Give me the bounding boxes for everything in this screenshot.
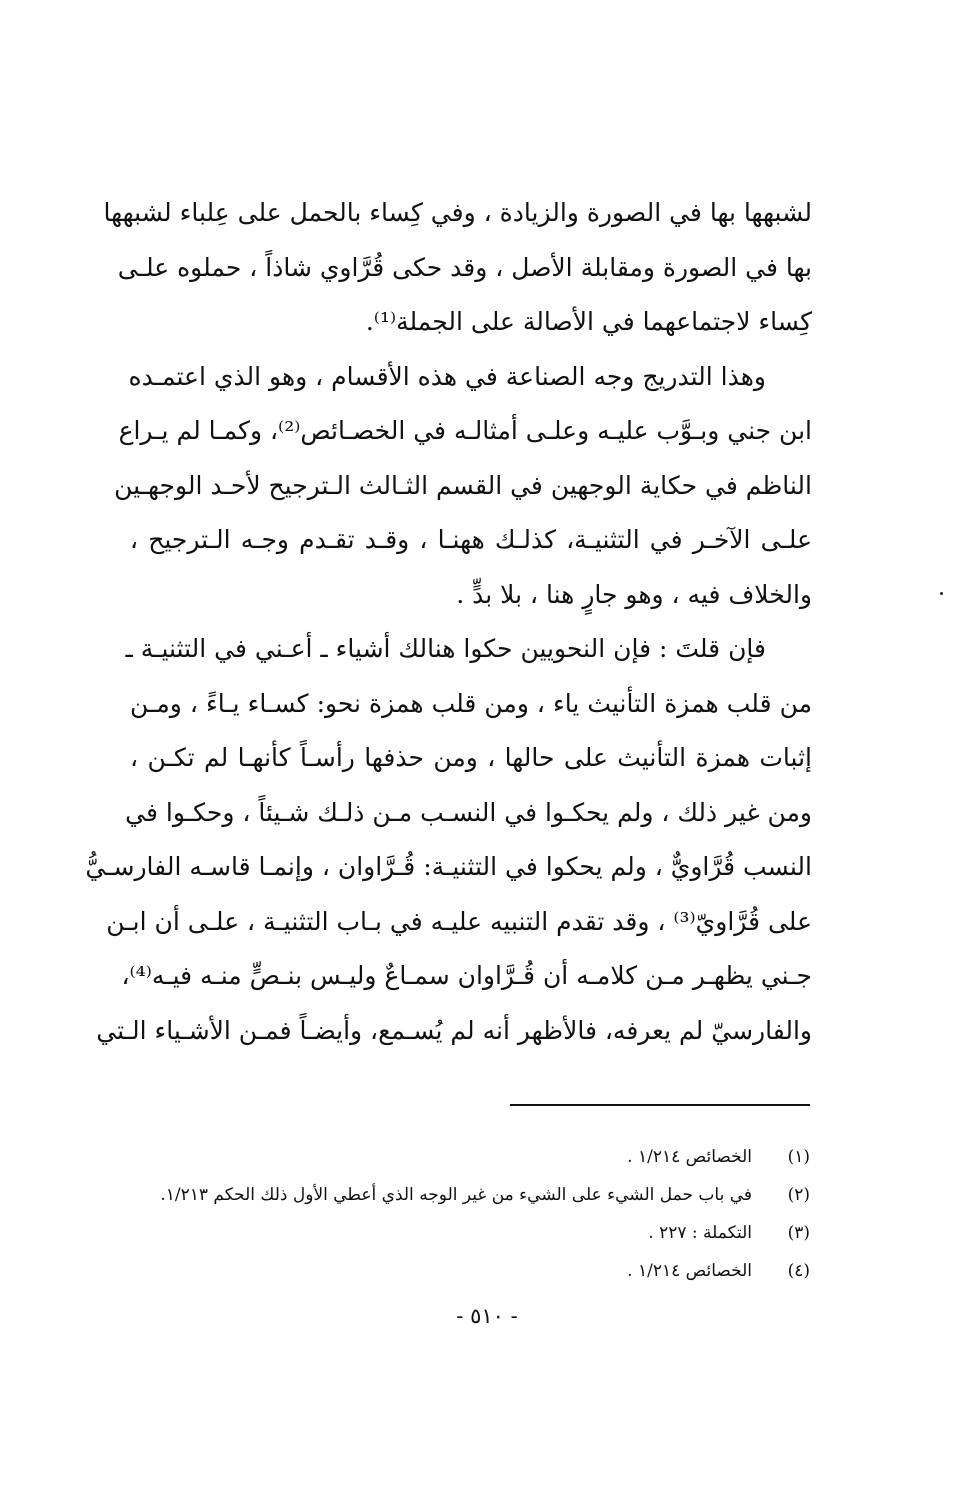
body-line: والخلاف فيه ، وهو جارٍ هنا ، بلا بدٍّ . (456, 579, 812, 609)
footnote-text: الخصائص ١/٢١٤ . (627, 1147, 752, 1167)
footnote-text: في باب حمل الشيء على الشيء من غير الوجه الذي أعطي الأول ذلك الحكم ١/٢١٣. (160, 1185, 752, 1205)
body-line: فإن قلتَ : فإن النحويين حكوا هنالك أشياء ـ أعـني في التثنيـة ـ (125, 634, 766, 663)
body-line: النسب قُرَّاويٌّ ، ولم يحكوا في التثنيـة: قُـرَّاوان ، وإنمـا قاسـه الفارسـيُّ (85, 852, 812, 881)
footnote-separator (510, 1104, 810, 1106)
body-line: بها في الصورة ومقابلة الأصل ، وقد حكى قُرَّاوي شاذاً ، حملوه علـى (117, 252, 812, 282)
body-line: علـى الآخـر في التثنيـة، كذلـك ههنـا ، وقـد تقـدم وجـه الـترجيح ، (130, 525, 812, 554)
body-line: ومن غير ذلك ، ولم يحكـوا في النسـب مـن ذلـك شـيئاً ، وحكـوا في (125, 797, 812, 827)
footnote-text: الخصائص ١/٢١٤ . (627, 1261, 752, 1281)
body-text (85, 186, 812, 1058)
footnote-text: التكملة : ٢٢٧ . (648, 1223, 752, 1243)
body-line: الناظم في حكاية الوجهين في القسم الثـالث الـترجيح لأحـد الوجهـين (114, 470, 812, 500)
footnote (120, 1138, 810, 1176)
footnote (120, 1214, 810, 1252)
footnote (120, 1176, 810, 1214)
body-line: إثبات همزة التأنيث على حالها ، ومن حذفها رأسـاً كأنهـا لم تكـن ، (130, 743, 812, 772)
footnote-number: (١) (787, 1147, 810, 1167)
body-line: ابن جني وبـوَّب عليـه وعلـى أمثالـه في الخصـائص⁽²⁾، وكمـا لم يـراع (118, 416, 812, 445)
body-line: وهذا التدريج وجه الصناعة في هذه الأقسام ، وهو الذي اعتمـده (128, 361, 766, 391)
footnote (120, 1252, 810, 1290)
body-line: والفارسيّ لم يعرفه، فالأظهر أنه لم يُسـمع، وأيضـاً فمـن الأشـياء الـتي (96, 1015, 812, 1045)
body-line: كِساء لاجتماعهما في الأصالة على الجملة⁽¹⁾. (365, 307, 812, 336)
body-line: على قُرَّاويّ⁽³⁾ ، وقد تقدم التنبيه عليـه في بـاب التثنيـة ، علـى أن ابـن (106, 906, 812, 936)
page-number: - ٥١٠ - (456, 1304, 518, 1328)
body-line: لشبهها بها في الصورة والزيادة ، وفي كِساء بالحمل على عِلباء لشبهها (103, 198, 812, 227)
footnote-number: (٢) (787, 1185, 810, 1205)
footnote-number: (٤) (787, 1261, 810, 1281)
body-line: من قلب همزة التأنيث ياء ، ومن قلب همزة نحو: كسـاء يـاءً ، ومـن (130, 688, 812, 718)
scan-speck (940, 592, 943, 595)
body-line: جـني يظهـر مـن كلامـه أن قُـرَّاوان سمـاعٌ وليـس بنـصٍّ منـه فيـه⁽⁴⁾، (121, 961, 812, 990)
footnote-number: (٣) (787, 1223, 810, 1243)
footnotes (120, 1138, 810, 1290)
